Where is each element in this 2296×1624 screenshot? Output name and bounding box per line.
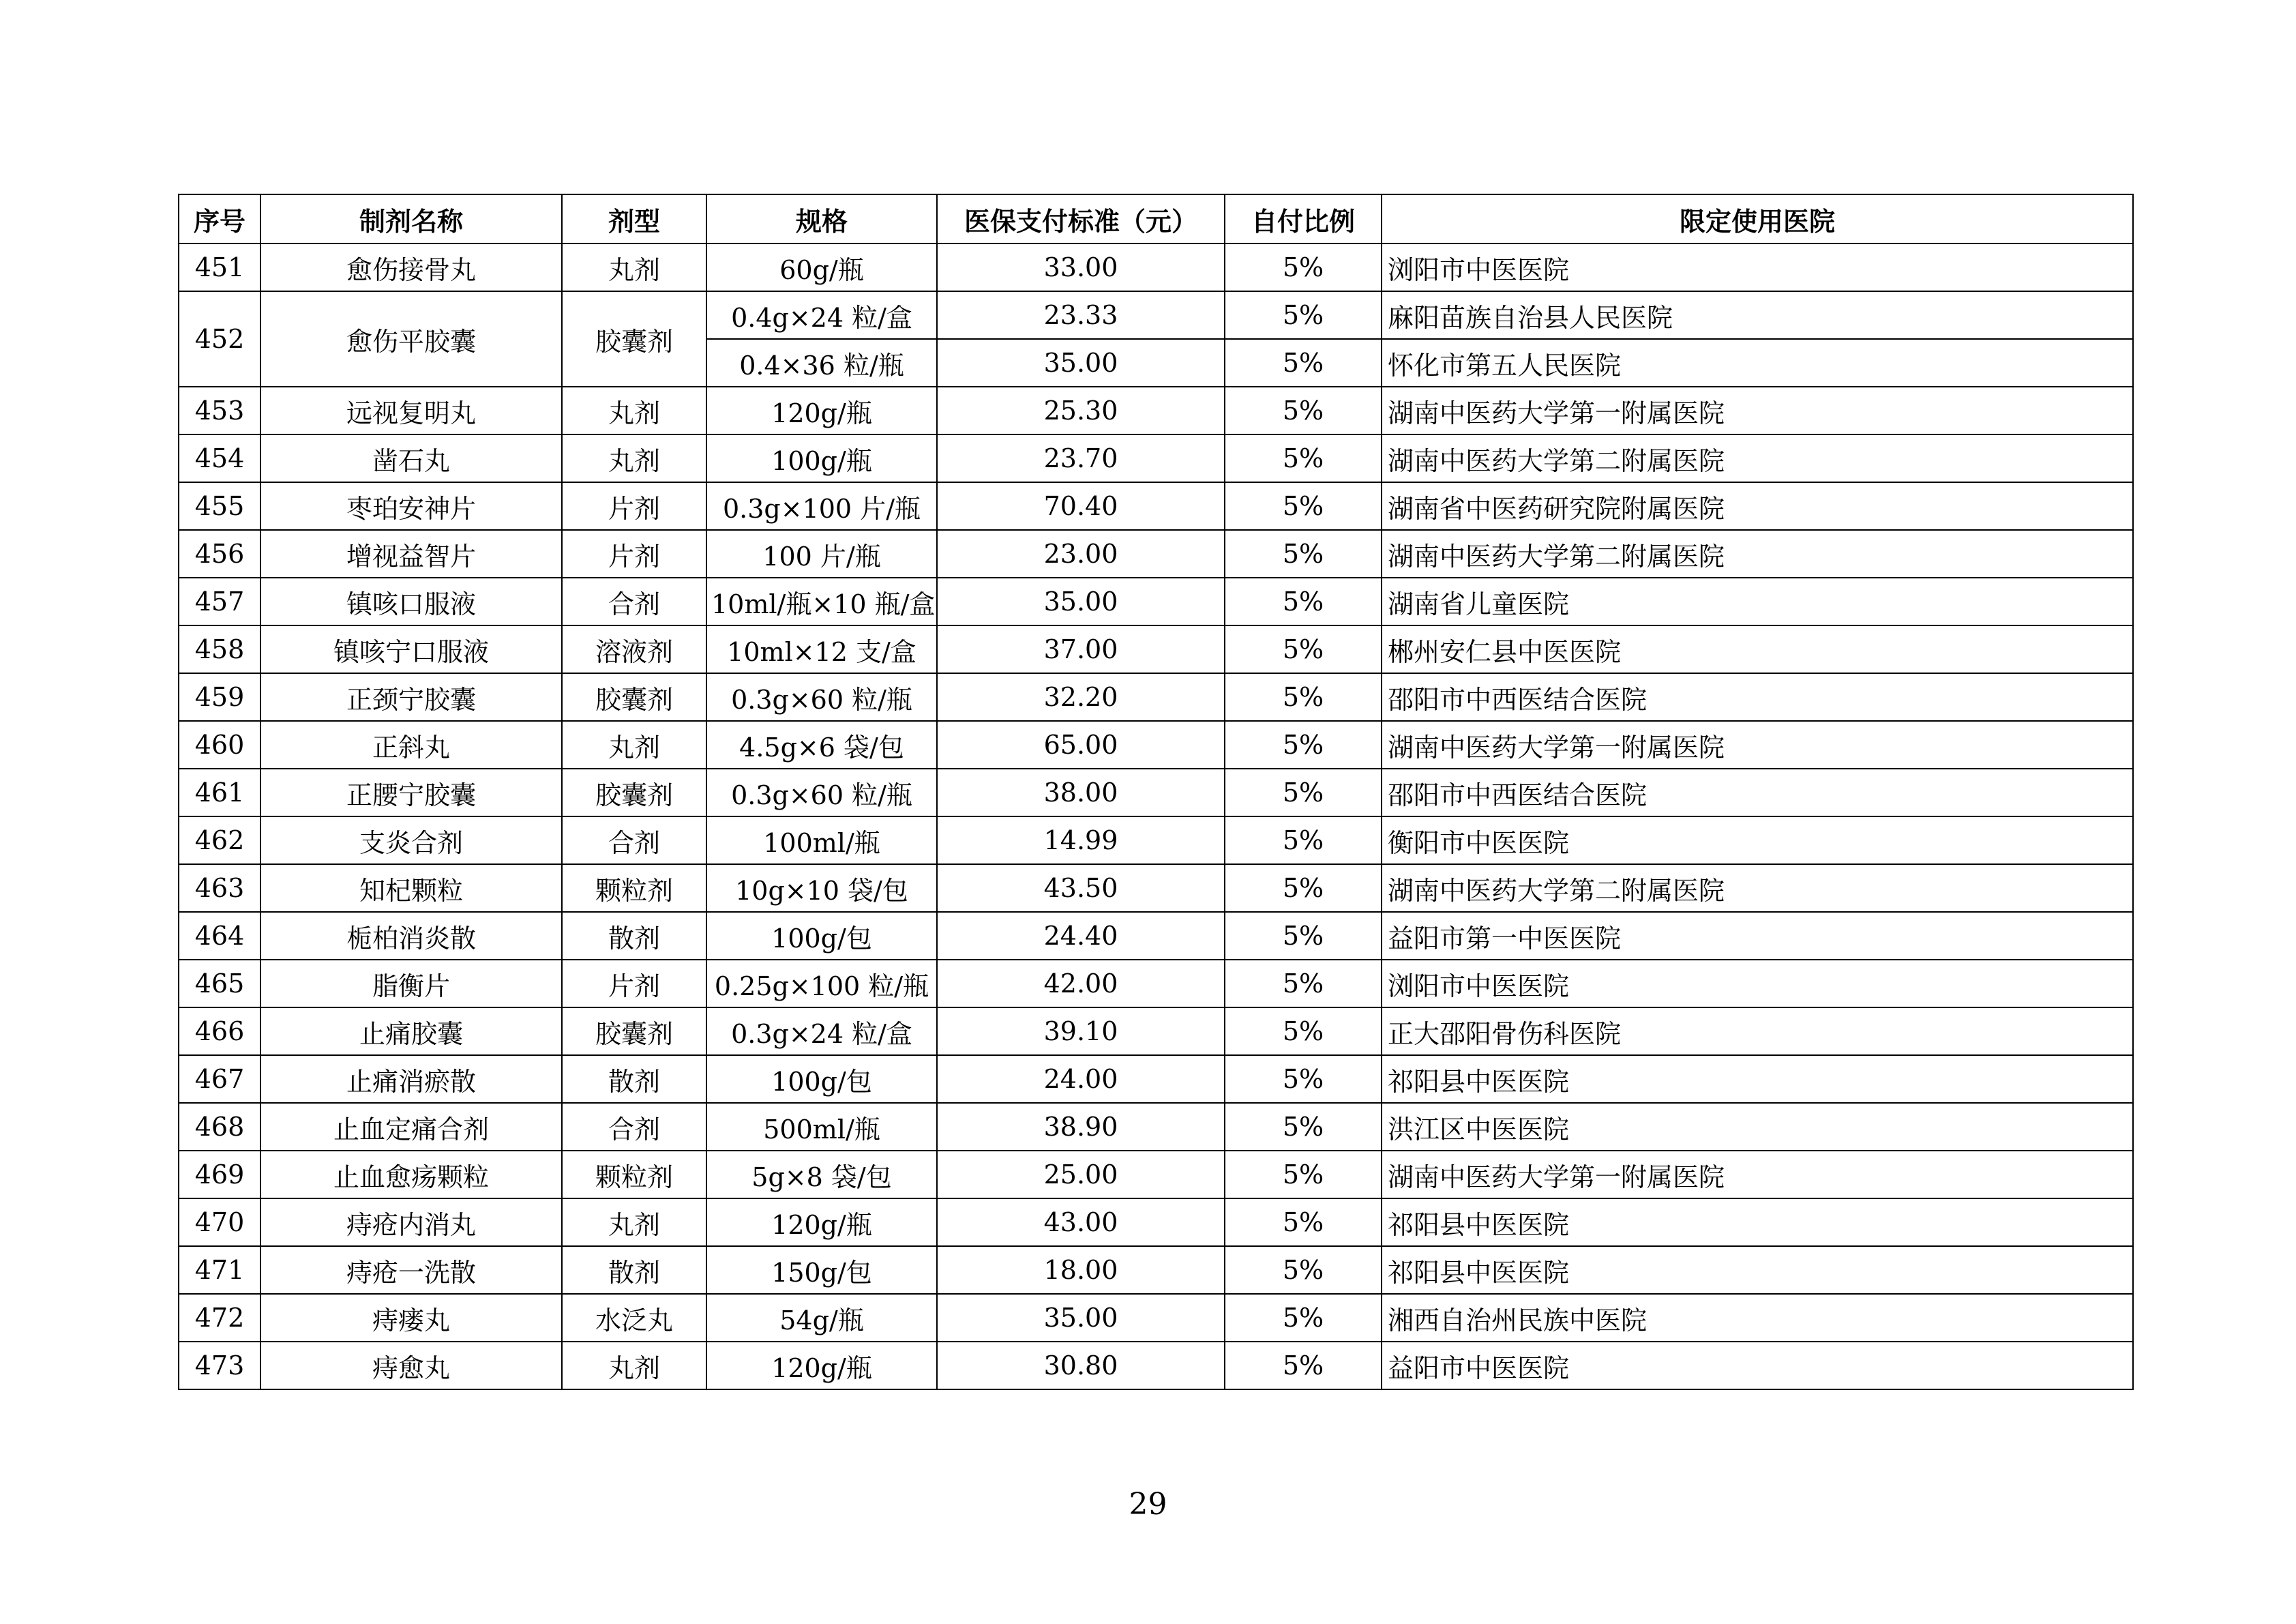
- cell-serial-number: 458: [179, 625, 260, 673]
- cell-designated-hospital: 麻阳苗族自治县人民医院: [1382, 291, 2133, 339]
- cell-self-pay-ratio: 5%: [1225, 1007, 1382, 1055]
- cell-preparation-name: 凿石丸: [260, 434, 562, 482]
- cell-payment-standard: 23.00: [937, 530, 1225, 578]
- cell-self-pay-ratio: 5%: [1225, 625, 1382, 673]
- cell-serial-number: 463: [179, 864, 260, 912]
- cell-serial-number: 468: [179, 1103, 260, 1151]
- cell-serial-number: 452: [179, 291, 260, 387]
- cell-serial-number: 459: [179, 673, 260, 721]
- cell-self-pay-ratio: 5%: [1225, 339, 1382, 387]
- cell-serial-number: 473: [179, 1342, 260, 1389]
- header-preparation-name: 制剂名称: [260, 194, 562, 243]
- cell-specification: 100ml/瓶: [706, 816, 937, 864]
- cell-self-pay-ratio: 5%: [1225, 1055, 1382, 1103]
- cell-payment-standard: 39.10: [937, 1007, 1225, 1055]
- cell-preparation-name: 止痛胶囊: [260, 1007, 562, 1055]
- cell-payment-standard: 37.00: [937, 625, 1225, 673]
- drug-list-table: [178, 194, 2134, 1390]
- cell-payment-standard: 65.00: [937, 721, 1225, 769]
- table-row: [179, 673, 2133, 721]
- cell-self-pay-ratio: 5%: [1225, 1198, 1382, 1246]
- cell-serial-number: 453: [179, 387, 260, 434]
- table-row: [179, 864, 2133, 912]
- table-header-row: [179, 194, 2133, 243]
- cell-dosage-form: 水泛丸: [562, 1294, 706, 1342]
- cell-dosage-form: 胶囊剂: [562, 1007, 706, 1055]
- cell-serial-number: 462: [179, 816, 260, 864]
- cell-dosage-form: 丸剂: [562, 721, 706, 769]
- header-designated-hospital: 限定使用医院: [1382, 194, 2133, 243]
- table-row: [179, 530, 2133, 578]
- cell-designated-hospital: 祁阳县中医医院: [1382, 1198, 2133, 1246]
- cell-specification: 500ml/瓶: [706, 1103, 937, 1151]
- cell-dosage-form: 溶液剂: [562, 625, 706, 673]
- cell-specification: 120g/瓶: [706, 1342, 937, 1389]
- cell-payment-standard: 30.80: [937, 1342, 1225, 1389]
- cell-preparation-name: 知杞颗粒: [260, 864, 562, 912]
- cell-specification: 0.4×36 粒/瓶: [706, 339, 937, 387]
- cell-serial-number: 469: [179, 1151, 260, 1198]
- cell-payment-standard: 43.00: [937, 1198, 1225, 1246]
- table-row: [179, 1007, 2133, 1055]
- cell-designated-hospital: 邵阳市中西医结合医院: [1382, 769, 2133, 816]
- cell-self-pay-ratio: 5%: [1225, 816, 1382, 864]
- cell-preparation-name: 增视益智片: [260, 530, 562, 578]
- cell-self-pay-ratio: 5%: [1225, 243, 1382, 291]
- cell-payment-standard: 23.70: [937, 434, 1225, 482]
- cell-dosage-form: 散剂: [562, 1055, 706, 1103]
- cell-serial-number: 467: [179, 1055, 260, 1103]
- table-row: [179, 816, 2133, 864]
- cell-preparation-name: 镇咳口服液: [260, 578, 562, 625]
- cell-designated-hospital: 湖南省儿童医院: [1382, 578, 2133, 625]
- cell-serial-number: 456: [179, 530, 260, 578]
- cell-payment-standard: 70.40: [937, 482, 1225, 530]
- cell-specification: 150g/包: [706, 1246, 937, 1294]
- cell-preparation-name: 止血定痛合剂: [260, 1103, 562, 1151]
- cell-dosage-form: 丸剂: [562, 1198, 706, 1246]
- cell-serial-number: 455: [179, 482, 260, 530]
- cell-preparation-name: 正腰宁胶囊: [260, 769, 562, 816]
- cell-preparation-name: 枣珀安神片: [260, 482, 562, 530]
- table-row: [179, 434, 2133, 482]
- cell-specification: 0.25g×100 粒/瓶: [706, 960, 937, 1007]
- cell-specification: 5g×8 袋/包: [706, 1151, 937, 1198]
- cell-specification: 100 片/瓶: [706, 530, 937, 578]
- cell-designated-hospital: 祁阳县中医医院: [1382, 1246, 2133, 1294]
- cell-self-pay-ratio: 5%: [1225, 1103, 1382, 1151]
- cell-dosage-form: 胶囊剂: [562, 291, 706, 387]
- cell-dosage-form: 胶囊剂: [562, 673, 706, 721]
- cell-specification: 10ml×12 支/盒: [706, 625, 937, 673]
- cell-serial-number: 451: [179, 243, 260, 291]
- cell-self-pay-ratio: 5%: [1225, 1342, 1382, 1389]
- cell-dosage-form: 合剂: [562, 816, 706, 864]
- cell-self-pay-ratio: 5%: [1225, 769, 1382, 816]
- cell-dosage-form: 丸剂: [562, 243, 706, 291]
- cell-designated-hospital: 湖南中医药大学第二附属医院: [1382, 434, 2133, 482]
- table-body: [179, 243, 2133, 1389]
- cell-preparation-name: 正颈宁胶囊: [260, 673, 562, 721]
- cell-serial-number: 466: [179, 1007, 260, 1055]
- cell-designated-hospital: 湘西自治州民族中医院: [1382, 1294, 2133, 1342]
- cell-payment-standard: 35.00: [937, 578, 1225, 625]
- cell-preparation-name: 栀柏消炎散: [260, 912, 562, 960]
- cell-specification: 100g/瓶: [706, 434, 937, 482]
- cell-designated-hospital: 衡阳市中医医院: [1382, 816, 2133, 864]
- cell-self-pay-ratio: 5%: [1225, 673, 1382, 721]
- cell-self-pay-ratio: 5%: [1225, 578, 1382, 625]
- cell-preparation-name: 正斜丸: [260, 721, 562, 769]
- cell-specification: 100g/包: [706, 1055, 937, 1103]
- cell-dosage-form: 合剂: [562, 578, 706, 625]
- cell-payment-standard: 38.90: [937, 1103, 1225, 1151]
- cell-payment-standard: 38.00: [937, 769, 1225, 816]
- cell-self-pay-ratio: 5%: [1225, 864, 1382, 912]
- table-row: [179, 1246, 2133, 1294]
- cell-serial-number: 454: [179, 434, 260, 482]
- cell-dosage-form: 颗粒剂: [562, 864, 706, 912]
- cell-serial-number: 465: [179, 960, 260, 1007]
- header-dosage-form: 剂型: [562, 194, 706, 243]
- cell-designated-hospital: 湖南中医药大学第一附属医院: [1382, 1151, 2133, 1198]
- cell-specification: 54g/瓶: [706, 1294, 937, 1342]
- header-serial-number: 序号: [179, 194, 260, 243]
- header-self-pay-ratio: 自付比例: [1225, 194, 1382, 243]
- cell-self-pay-ratio: 5%: [1225, 1151, 1382, 1198]
- cell-serial-number: 460: [179, 721, 260, 769]
- cell-serial-number: 472: [179, 1294, 260, 1342]
- cell-serial-number: 461: [179, 769, 260, 816]
- cell-serial-number: 470: [179, 1198, 260, 1246]
- cell-specification: 10ml/瓶×10 瓶/盒: [706, 578, 937, 625]
- cell-dosage-form: 片剂: [562, 482, 706, 530]
- cell-specification: 120g/瓶: [706, 1198, 937, 1246]
- cell-payment-standard: 18.00: [937, 1246, 1225, 1294]
- table-row: [179, 578, 2133, 625]
- cell-payment-standard: 43.50: [937, 864, 1225, 912]
- cell-designated-hospital: 湖南中医药大学第一附属医院: [1382, 721, 2133, 769]
- cell-preparation-name: 痔疮内消丸: [260, 1198, 562, 1246]
- cell-preparation-name: 止血愈疡颗粒: [260, 1151, 562, 1198]
- cell-specification: 10g×10 袋/包: [706, 864, 937, 912]
- cell-dosage-form: 颗粒剂: [562, 1151, 706, 1198]
- cell-self-pay-ratio: 5%: [1225, 434, 1382, 482]
- cell-self-pay-ratio: 5%: [1225, 912, 1382, 960]
- cell-preparation-name: 远视复明丸: [260, 387, 562, 434]
- cell-dosage-form: 胶囊剂: [562, 769, 706, 816]
- cell-dosage-form: 片剂: [562, 960, 706, 1007]
- cell-payment-standard: 23.33: [937, 291, 1225, 339]
- cell-specification: 0.3g×24 粒/盒: [706, 1007, 937, 1055]
- cell-payment-standard: 42.00: [937, 960, 1225, 1007]
- cell-preparation-name: 愈伤接骨丸: [260, 243, 562, 291]
- cell-designated-hospital: 郴州安仁县中医医院: [1382, 625, 2133, 673]
- cell-preparation-name: 痔瘘丸: [260, 1294, 562, 1342]
- cell-serial-number: 457: [179, 578, 260, 625]
- cell-specification: 0.3g×100 片/瓶: [706, 482, 937, 530]
- cell-self-pay-ratio: 5%: [1225, 530, 1382, 578]
- cell-self-pay-ratio: 5%: [1225, 482, 1382, 530]
- page-number: 29: [1129, 1487, 1167, 1522]
- cell-self-pay-ratio: 5%: [1225, 1246, 1382, 1294]
- cell-preparation-name: 痔疮一洗散: [260, 1246, 562, 1294]
- cell-preparation-name: 镇咳宁口服液: [260, 625, 562, 673]
- cell-payment-standard: 25.30: [937, 387, 1225, 434]
- table-row: [179, 1103, 2133, 1151]
- cell-serial-number: 464: [179, 912, 260, 960]
- table-row: [179, 1294, 2133, 1342]
- cell-preparation-name: 痔愈丸: [260, 1342, 562, 1389]
- cell-payment-standard: 32.20: [937, 673, 1225, 721]
- cell-dosage-form: 丸剂: [562, 434, 706, 482]
- cell-designated-hospital: 祁阳县中医医院: [1382, 1055, 2133, 1103]
- cell-preparation-name: 支炎合剂: [260, 816, 562, 864]
- table-row: [179, 387, 2133, 434]
- cell-specification: 60g/瓶: [706, 243, 937, 291]
- table-row: [179, 1055, 2133, 1103]
- cell-serial-number: 471: [179, 1246, 260, 1294]
- header-specification: 规格: [706, 194, 937, 243]
- cell-dosage-form: 散剂: [562, 1246, 706, 1294]
- cell-designated-hospital: 洪江区中医医院: [1382, 1103, 2133, 1151]
- table-row: [179, 291, 2133, 339]
- cell-dosage-form: 片剂: [562, 530, 706, 578]
- cell-designated-hospital: 湖南中医药大学第二附属医院: [1382, 530, 2133, 578]
- cell-dosage-form: 合剂: [562, 1103, 706, 1151]
- cell-designated-hospital: 邵阳市中西医结合医院: [1382, 673, 2133, 721]
- table-row: [179, 912, 2133, 960]
- table-row: [179, 721, 2133, 769]
- table-row: [179, 482, 2133, 530]
- table-row: [179, 1151, 2133, 1198]
- cell-specification: 100g/包: [706, 912, 937, 960]
- cell-self-pay-ratio: 5%: [1225, 291, 1382, 339]
- cell-preparation-name: 愈伤平胶囊: [260, 291, 562, 387]
- cell-dosage-form: 丸剂: [562, 1342, 706, 1389]
- table-row: [179, 1198, 2133, 1246]
- cell-specification: 0.3g×60 粒/瓶: [706, 769, 937, 816]
- cell-designated-hospital: 湖南中医药大学第一附属医院: [1382, 387, 2133, 434]
- cell-self-pay-ratio: 5%: [1225, 387, 1382, 434]
- cell-designated-hospital: 湖南省中医药研究院附属医院: [1382, 482, 2133, 530]
- cell-designated-hospital: 浏阳市中医医院: [1382, 960, 2133, 1007]
- cell-payment-standard: 35.00: [937, 1294, 1225, 1342]
- cell-specification: 0.3g×60 粒/瓶: [706, 673, 937, 721]
- header-payment-standard: 医保支付标准（元）: [937, 194, 1225, 243]
- cell-designated-hospital: 怀化市第五人民医院: [1382, 339, 2133, 387]
- cell-designated-hospital: 浏阳市中医医院: [1382, 243, 2133, 291]
- cell-designated-hospital: 湖南中医药大学第二附属医院: [1382, 864, 2133, 912]
- cell-payment-standard: 35.00: [937, 339, 1225, 387]
- cell-preparation-name: 脂衡片: [260, 960, 562, 1007]
- table-row: [179, 625, 2133, 673]
- cell-payment-standard: 25.00: [937, 1151, 1225, 1198]
- cell-designated-hospital: 益阳市中医医院: [1382, 1342, 2133, 1389]
- cell-self-pay-ratio: 5%: [1225, 721, 1382, 769]
- table-row: [179, 243, 2133, 291]
- cell-specification: 0.4g×24 粒/盒: [706, 291, 937, 339]
- cell-specification: 120g/瓶: [706, 387, 937, 434]
- cell-dosage-form: 散剂: [562, 912, 706, 960]
- table-row: [179, 960, 2133, 1007]
- cell-designated-hospital: 益阳市第一中医医院: [1382, 912, 2133, 960]
- cell-self-pay-ratio: 5%: [1225, 960, 1382, 1007]
- cell-designated-hospital: 正大邵阳骨伤科医院: [1382, 1007, 2133, 1055]
- cell-payment-standard: 24.40: [937, 912, 1225, 960]
- table-row: [179, 769, 2133, 816]
- cell-preparation-name: 止痛消瘀散: [260, 1055, 562, 1103]
- cell-specification: 4.5g×6 袋/包: [706, 721, 937, 769]
- cell-payment-standard: 14.99: [937, 816, 1225, 864]
- cell-payment-standard: 33.00: [937, 243, 1225, 291]
- table-row: [179, 1342, 2133, 1389]
- cell-self-pay-ratio: 5%: [1225, 1294, 1382, 1342]
- cell-dosage-form: 丸剂: [562, 387, 706, 434]
- cell-payment-standard: 24.00: [937, 1055, 1225, 1103]
